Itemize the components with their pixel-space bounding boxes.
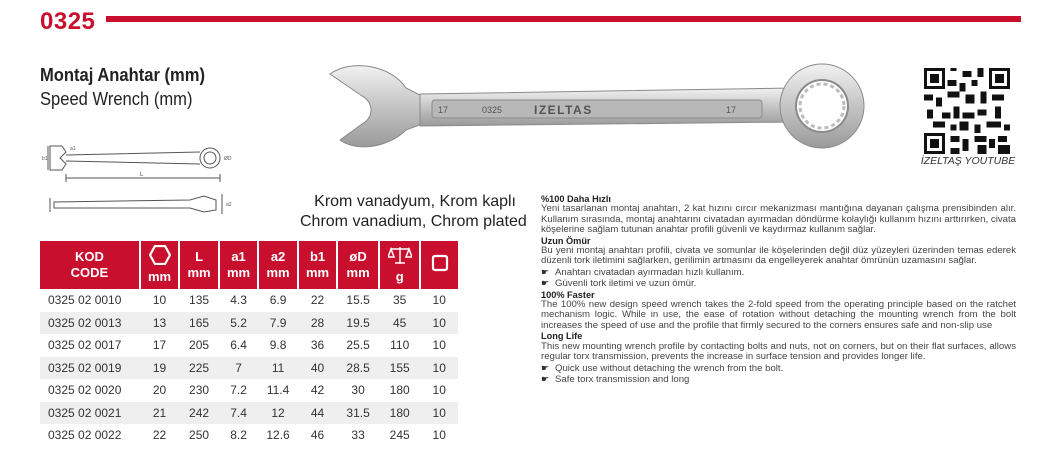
table-cell: 13 — [140, 312, 180, 335]
product-description — [541, 194, 1016, 385]
header-unit: CODE — [70, 265, 109, 280]
table-cell: 30 — [351, 383, 365, 398]
scale-icon — [388, 245, 412, 269]
table-cell-code: 0325 02 0021 — [40, 402, 140, 425]
material-turkish: Krom vanadyum, Krom kaplı — [314, 193, 516, 210]
product-title — [40, 63, 219, 111]
table-header-6 — [337, 241, 379, 289]
table-header-0 — [40, 241, 140, 289]
hexagon-icon — [149, 245, 171, 269]
pointing-hand-icon: ☛ — [541, 266, 550, 277]
description-bullet — [541, 374, 1016, 385]
table-cell: 135 — [189, 293, 210, 308]
description-bullet — [541, 363, 1016, 374]
header-label: b1 — [309, 249, 326, 264]
table-cell: 165 — [179, 312, 219, 335]
table-cell: 22 — [310, 293, 325, 308]
table-row — [40, 424, 458, 447]
table-cell-code: 0325 02 0013 — [40, 312, 140, 335]
table-cell: 6.4 — [230, 338, 247, 353]
qr-caption: İZELTAŞ YOUTUBE — [920, 155, 1016, 167]
package-icon — [431, 254, 449, 276]
material-note — [300, 192, 527, 232]
table-cell: 9.8 — [269, 338, 287, 353]
table-header-4 — [258, 241, 298, 289]
table-header-5 — [298, 241, 338, 289]
description-paragraph: Bu yeni montaj anahtarı profili, civata ve somunlar ile köşelerinden değil düz yüzeyleri üzerinden temas ederek düzenli tork iletimini sağlarken, gerilimin artmasını da engelleyerek anahtar ömrünün uzamasını sağlar. — [541, 245, 1016, 267]
bullet-text: Anahtarı civatadan ayırmadan hızlı kullanım. — [555, 266, 745, 278]
table-cell-code: 0325 02 0017 — [48, 338, 122, 353]
dimension-diagram — [40, 138, 240, 229]
table-cell: 42 — [310, 383, 325, 398]
bullet-text: Safe torx transmission and long — [555, 373, 690, 385]
description-heading: Uzun Ömür — [541, 235, 591, 246]
table-cell: 44 — [298, 402, 338, 425]
table-cell: 46 — [310, 428, 325, 443]
catalog-code: 0325 — [40, 8, 96, 35]
image-size-left: 17 — [438, 105, 449, 115]
image-code: 0325 — [482, 105, 503, 115]
material-english: Chrom vanadium, Chrom plated — [300, 213, 527, 230]
table-cell: 20 — [152, 383, 167, 398]
description-heading: %100 Daha Hızlı — [541, 194, 611, 204]
table-cell: 22 — [152, 428, 167, 443]
header-unit: mm — [306, 265, 330, 280]
table-header-3 — [219, 241, 259, 289]
header-label: L — [195, 249, 204, 264]
table-cell: 110 — [390, 338, 410, 353]
table-cell: 19.5 — [337, 312, 379, 335]
header-rule — [106, 16, 1021, 22]
table-cell: 10 — [152, 293, 167, 308]
description-paragraph: The 100% new design speed wrench takes the 2-fold speed from the operating principle based on the ratchet mechanism logic. While in use, the ease of rotation without detaching the mounting wrench from the bolt increases the speed of use and the profile that firmly secured to the corners ensures safe and non-slip use — [541, 299, 1016, 331]
table-cell: 10 — [432, 428, 446, 443]
table-cell: 4.3 — [230, 293, 247, 308]
table-cell: 12.6 — [266, 428, 290, 443]
table-cell: 35 — [393, 293, 407, 308]
table-cell: 6.9 — [269, 293, 287, 308]
table-header-7 — [379, 241, 421, 289]
table-cell: 5.2 — [219, 312, 259, 335]
header-unit: mm — [187, 265, 211, 280]
description-bullet — [541, 267, 1016, 278]
diagram-label-b1: b1 — [42, 156, 48, 162]
table-cell: 10 — [432, 293, 446, 308]
table-cell: 15.5 — [346, 293, 370, 308]
header-unit: mm — [346, 265, 370, 280]
pointing-hand-icon: ☛ — [541, 278, 550, 289]
table-cell: 230 — [189, 383, 210, 398]
description-bullet — [541, 278, 1016, 289]
table-cell: 28 — [298, 312, 338, 335]
table-cell: 7.4 — [219, 402, 259, 425]
header-unit: g — [395, 269, 404, 284]
pointing-hand-icon: ☛ — [541, 362, 550, 373]
table-cell: 45 — [379, 312, 421, 335]
table-cell: 21 — [140, 402, 180, 425]
bullet-text: Güvenli tork iletimi ve uzun ömür. — [555, 278, 697, 290]
table-cell: 25.5 — [346, 338, 370, 353]
table-cell: 7 — [219, 357, 259, 380]
description-paragraph: This new mounting wrench profile by contacting bolts and nuts, not on corners, but on their flat surfaces, allows regular torx transmission, prevents the increase in surface tension and provides longer life. — [541, 340, 1016, 363]
table-cell: 225 — [179, 357, 219, 380]
table-cell: 31.5 — [337, 402, 379, 425]
table-cell: 10 — [432, 338, 446, 353]
table-cell: 10 — [432, 383, 446, 398]
table-cell: 28.5 — [337, 357, 379, 380]
bullet-text: Quick use without detaching the wrench from the bolt. — [555, 362, 784, 374]
image-brand: IZELTAS — [534, 103, 593, 117]
table-cell: 8.2 — [230, 428, 247, 443]
table-cell: 242 — [179, 402, 219, 425]
table-cell: 11 — [258, 357, 298, 380]
table-row — [40, 312, 458, 335]
table-cell: 12 — [258, 402, 298, 425]
table-row — [40, 334, 458, 357]
header-label: a2 — [270, 249, 286, 264]
spec-table — [40, 241, 458, 447]
header-label: a1 — [231, 249, 246, 264]
header-label: KOD — [74, 249, 104, 264]
table-cell: 36 — [310, 338, 325, 353]
title-turkish: Montaj Anahtar (mm) — [40, 65, 205, 85]
table-cell: 180 — [379, 402, 421, 425]
table-cell: 11.4 — [266, 383, 290, 398]
table-row — [40, 357, 458, 380]
product-image — [322, 52, 882, 169]
table-cell: 205 — [189, 338, 210, 353]
pointing-hand-icon: ☛ — [541, 373, 550, 384]
header-unit: mm — [148, 269, 172, 284]
diagram-label-a2: a2 — [226, 202, 232, 208]
table-cell: 33 — [351, 428, 365, 443]
description-paragraph: Yeni tasarlanan montaj anahtarı, 2 kat hızını cırcır mekanizması mantığına dayanan çalışma prensibinden alır. Kullanım sırasında, montaj anahtarını civatadan ayırmadan döndürme kolaylığı kullanım hızını arttırırken, civata köşelerine sağlam tutunan anahtar profili güvenli ve kaydırmaz kullanım sağlar. — [541, 203, 1016, 236]
table-cell-code: 0325 02 0010 — [48, 293, 122, 308]
table-row — [40, 289, 458, 312]
table-header-2 — [179, 241, 219, 289]
table-cell: 250 — [189, 428, 210, 443]
table-cell-code: 0325 02 0022 — [48, 428, 122, 443]
qr-code[interactable] — [924, 68, 1010, 159]
title-english: Speed Wrench (mm) — [40, 89, 193, 109]
table-cell: 245 — [389, 428, 410, 443]
table-header-8 — [420, 241, 458, 289]
table-cell: 7.2 — [230, 383, 247, 398]
table-cell: 10 — [420, 357, 458, 380]
table-cell: 19 — [140, 357, 180, 380]
header-label: øD — [349, 249, 367, 264]
table-cell: 40 — [298, 357, 338, 380]
table-cell: 7.9 — [258, 312, 298, 335]
table-header-1 — [140, 241, 180, 289]
description-heading: Long Life — [541, 331, 583, 342]
table-cell: 17 — [152, 338, 167, 353]
table-cell: 155 — [379, 357, 421, 380]
description-heading: 100% Faster — [541, 289, 595, 300]
table-cell-code: 0325 02 0020 — [48, 383, 122, 398]
table-cell: 10 — [420, 312, 458, 335]
diagram-label-d: ØD — [224, 156, 232, 162]
image-size-right: 17 — [726, 105, 737, 115]
header-unit: mm — [227, 265, 251, 280]
table-row — [40, 402, 458, 425]
table-cell: 10 — [420, 402, 458, 425]
diagram-label-l: L — [140, 172, 144, 178]
table-cell-code: 0325 02 0019 — [40, 357, 140, 380]
table-row — [40, 379, 458, 402]
diagram-label-a1: a1 — [70, 146, 76, 152]
table-cell: 180 — [389, 383, 410, 398]
header-unit: mm — [266, 265, 290, 280]
